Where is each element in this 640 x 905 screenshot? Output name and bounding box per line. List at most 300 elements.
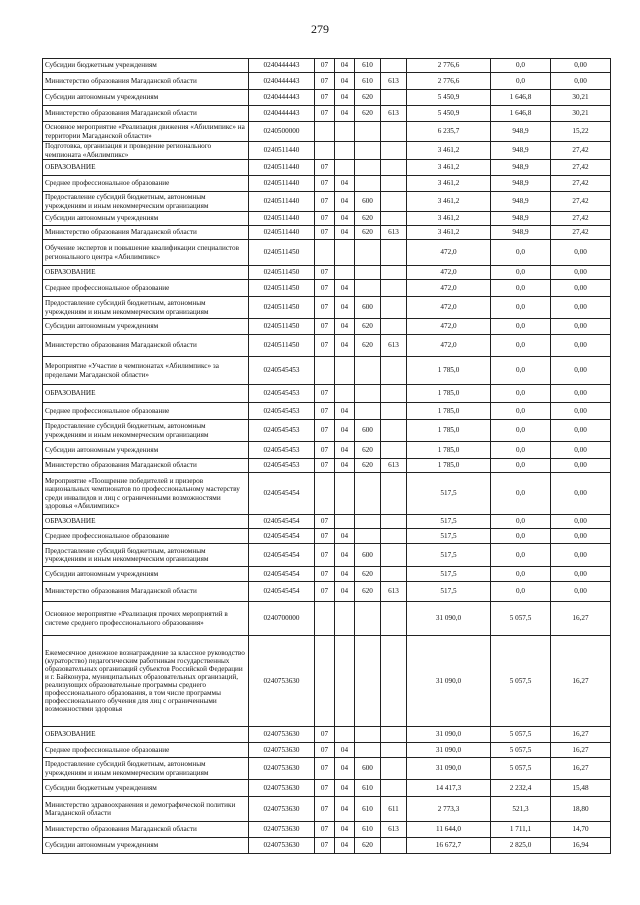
- row-plan-value: 517,5: [407, 529, 491, 544]
- row-percent-value: 16,27: [551, 758, 611, 780]
- row-target-code: 0240753630: [249, 758, 315, 780]
- table-row: [43, 192, 611, 212]
- row-name: Субсидии автономным учреждениям: [43, 567, 249, 582]
- row-plan-value: 3 461,2: [407, 226, 491, 240]
- row-plan-value: 517,5: [407, 473, 491, 515]
- table-row: [43, 226, 611, 240]
- row-subsection: 04: [335, 544, 355, 567]
- table-row: [43, 529, 611, 544]
- row-subsection: 04: [335, 280, 355, 297]
- row-administrator-code: [381, 780, 407, 797]
- table-row: [43, 838, 611, 854]
- row-target-code: 0240753630: [249, 822, 315, 838]
- row-subsection: 04: [335, 780, 355, 797]
- row-fact-value: 948,9: [491, 226, 551, 240]
- row-section: [315, 636, 335, 727]
- row-name: Предоставление субсидий бюджетным, автономным учреждениям и иным некоммерческим организациям: [43, 297, 249, 319]
- table-row: [43, 822, 611, 838]
- row-fact-value: 0,0: [491, 403, 551, 420]
- row-target-code: 0240700000: [249, 602, 315, 636]
- row-administrator-code: [381, 160, 407, 176]
- row-expense-type: 610: [355, 822, 381, 838]
- row-plan-value: 517,5: [407, 515, 491, 529]
- row-target-code: 0240545453: [249, 442, 315, 459]
- row-section: 07: [315, 73, 335, 90]
- row-target-code: 0240545453: [249, 403, 315, 420]
- row-plan-value: 517,5: [407, 567, 491, 582]
- row-plan-value: 31 090,0: [407, 758, 491, 780]
- table-row: [43, 160, 611, 176]
- row-subsection: [335, 142, 355, 160]
- row-percent-value: 16,27: [551, 743, 611, 758]
- row-percent-value: 0,00: [551, 335, 611, 357]
- row-name: Основное мероприятие «Реализация движения «Абилимпикс» на территории Магаданской области»: [43, 122, 249, 142]
- row-subsection: 04: [335, 297, 355, 319]
- row-name: Мероприятие «Поощрение победителей и призеров национальных чемпионатов по профессиональному мастерству среди инвалидов и лиц с ограниченными возможностями здоровья «Абилимпикс»: [43, 473, 249, 515]
- row-section: 07: [315, 529, 335, 544]
- row-administrator-code: 613: [381, 226, 407, 240]
- row-name: ОБРАЗОВАНИЕ: [43, 266, 249, 280]
- row-section: 07: [315, 335, 335, 357]
- table-row: [43, 797, 611, 822]
- row-expense-type: 600: [355, 758, 381, 780]
- row-administrator-code: [381, 544, 407, 567]
- row-target-code: 0240444443: [249, 90, 315, 106]
- row-plan-value: 3 461,2: [407, 212, 491, 226]
- table-row: [43, 567, 611, 582]
- row-percent-value: 0,00: [551, 567, 611, 582]
- row-fact-value: 0,0: [491, 266, 551, 280]
- row-section: 07: [315, 420, 335, 442]
- row-target-code: 0240511450: [249, 335, 315, 357]
- row-percent-value: 0,00: [551, 357, 611, 385]
- row-section: 07: [315, 319, 335, 335]
- row-subsection: 04: [335, 226, 355, 240]
- row-percent-value: 0,00: [551, 319, 611, 335]
- row-target-code: 0240545453: [249, 420, 315, 442]
- row-target-code: 0240511440: [249, 142, 315, 160]
- row-subsection: 04: [335, 90, 355, 106]
- row-administrator-code: [381, 59, 407, 73]
- row-percent-value: 30,21: [551, 106, 611, 122]
- row-administrator-code: [381, 473, 407, 515]
- row-subsection: 04: [335, 106, 355, 122]
- row-fact-value: 2 825,0: [491, 838, 551, 854]
- row-target-code: 0240511450: [249, 240, 315, 266]
- row-percent-value: 16,27: [551, 727, 611, 743]
- row-plan-value: 5 450,9: [407, 106, 491, 122]
- row-fact-value: 0,0: [491, 515, 551, 529]
- row-percent-value: 27,42: [551, 142, 611, 160]
- row-percent-value: 27,42: [551, 176, 611, 192]
- table-row: [43, 335, 611, 357]
- row-subsection: [335, 385, 355, 403]
- row-plan-value: 2 776,6: [407, 59, 491, 73]
- row-fact-value: 5 057,5: [491, 636, 551, 727]
- row-administrator-code: [381, 743, 407, 758]
- row-plan-value: 3 461,2: [407, 142, 491, 160]
- row-subsection: 04: [335, 212, 355, 226]
- row-expense-type: 620: [355, 442, 381, 459]
- row-section: 07: [315, 758, 335, 780]
- row-expense-type: [355, 142, 381, 160]
- row-section: 07: [315, 59, 335, 73]
- row-fact-value: 0,0: [491, 544, 551, 567]
- row-name: ОБРАЗОВАНИЕ: [43, 727, 249, 743]
- row-subsection: 04: [335, 176, 355, 192]
- row-expense-type: [355, 403, 381, 420]
- row-fact-value: 948,9: [491, 192, 551, 212]
- row-fact-value: 0,0: [491, 529, 551, 544]
- row-section: 07: [315, 838, 335, 854]
- table-row: [43, 582, 611, 602]
- row-fact-value: 0,0: [491, 420, 551, 442]
- row-expense-type: [355, 743, 381, 758]
- row-administrator-code: [381, 90, 407, 106]
- row-section: 07: [315, 297, 335, 319]
- row-expense-type: [355, 636, 381, 727]
- table-row: [43, 176, 611, 192]
- row-plan-value: 472,0: [407, 280, 491, 297]
- row-target-code: 0240545454: [249, 473, 315, 515]
- row-percent-value: 0,00: [551, 280, 611, 297]
- row-fact-value: 5 057,5: [491, 602, 551, 636]
- row-percent-value: 0,00: [551, 459, 611, 473]
- row-name: Субсидии автономным учреждениям: [43, 442, 249, 459]
- row-expense-type: 620: [355, 106, 381, 122]
- row-expense-type: 620: [355, 212, 381, 226]
- row-expense-type: 600: [355, 544, 381, 567]
- row-plan-value: 1 785,0: [407, 420, 491, 442]
- row-administrator-code: [381, 240, 407, 266]
- row-plan-value: 2 773,3: [407, 797, 491, 822]
- row-fact-value: 521,3: [491, 797, 551, 822]
- row-expense-type: 610: [355, 780, 381, 797]
- row-expense-type: 620: [355, 335, 381, 357]
- row-target-code: 0240444443: [249, 73, 315, 90]
- row-fact-value: 0,0: [491, 473, 551, 515]
- row-fact-value: 1 646,8: [491, 106, 551, 122]
- table-body: [43, 59, 611, 854]
- row-subsection: [335, 602, 355, 636]
- row-expense-type: [355, 473, 381, 515]
- row-percent-value: 16,27: [551, 636, 611, 727]
- row-name: Министерство образования Магаданской области: [43, 335, 249, 357]
- row-section: 07: [315, 280, 335, 297]
- row-expense-type: 610: [355, 59, 381, 73]
- row-subsection: 04: [335, 567, 355, 582]
- row-target-code: 0240753630: [249, 797, 315, 822]
- row-name: Среднее профессиональное образование: [43, 529, 249, 544]
- row-percent-value: 15,48: [551, 780, 611, 797]
- row-fact-value: 0,0: [491, 280, 551, 297]
- row-percent-value: 0,00: [551, 73, 611, 90]
- row-subsection: 04: [335, 459, 355, 473]
- row-plan-value: 472,0: [407, 297, 491, 319]
- page-number: 279: [311, 22, 329, 36]
- row-target-code: 0240444443: [249, 106, 315, 122]
- row-administrator-code: 613: [381, 582, 407, 602]
- row-name: Среднее профессиональное образование: [43, 403, 249, 420]
- row-expense-type: 620: [355, 226, 381, 240]
- row-administrator-code: [381, 142, 407, 160]
- row-plan-value: 472,0: [407, 335, 491, 357]
- row-target-code: 0240753630: [249, 780, 315, 797]
- table-row: [43, 780, 611, 797]
- row-expense-type: [355, 266, 381, 280]
- row-administrator-code: [381, 515, 407, 529]
- row-plan-value: 472,0: [407, 319, 491, 335]
- row-plan-value: 1 785,0: [407, 403, 491, 420]
- row-percent-value: 0,00: [551, 582, 611, 602]
- row-target-code: 0240545453: [249, 385, 315, 403]
- row-target-code: 0240545454: [249, 529, 315, 544]
- row-plan-value: 3 461,2: [407, 176, 491, 192]
- row-target-code: 0240511440: [249, 192, 315, 212]
- row-expense-type: 600: [355, 192, 381, 212]
- row-plan-value: 31 090,0: [407, 727, 491, 743]
- row-plan-value: 31 090,0: [407, 602, 491, 636]
- table-row: [43, 122, 611, 142]
- row-section: [315, 240, 335, 266]
- row-percent-value: 0,00: [551, 515, 611, 529]
- row-name: Министерство образования Магаданской области: [43, 106, 249, 122]
- row-name: Подготовка, организация и проведение регионального чемпионата «Абилимпикс»: [43, 142, 249, 160]
- row-name: Среднее профессиональное образование: [43, 743, 249, 758]
- row-subsection: [335, 160, 355, 176]
- row-percent-value: 27,42: [551, 212, 611, 226]
- row-expense-type: [355, 515, 381, 529]
- row-subsection: [335, 636, 355, 727]
- row-subsection: 04: [335, 838, 355, 854]
- row-plan-value: 5 450,9: [407, 90, 491, 106]
- row-administrator-code: [381, 357, 407, 385]
- row-expense-type: [355, 122, 381, 142]
- row-administrator-code: [381, 403, 407, 420]
- row-plan-value: 31 090,0: [407, 636, 491, 727]
- table-row: [43, 442, 611, 459]
- row-expense-type: [355, 357, 381, 385]
- row-section: [315, 602, 335, 636]
- row-administrator-code: [381, 442, 407, 459]
- row-percent-value: 15,22: [551, 122, 611, 142]
- row-administrator-code: [381, 727, 407, 743]
- row-section: 07: [315, 192, 335, 212]
- row-expense-type: [355, 602, 381, 636]
- row-plan-value: 6 235,7: [407, 122, 491, 142]
- row-percent-value: 30,21: [551, 90, 611, 106]
- row-name: Предоставление субсидий бюджетным, автономным учреждениям и иным некоммерческим организациям: [43, 192, 249, 212]
- row-administrator-code: 613: [381, 335, 407, 357]
- row-administrator-code: 613: [381, 106, 407, 122]
- row-administrator-code: [381, 319, 407, 335]
- table-row: [43, 420, 611, 442]
- table-row: [43, 403, 611, 420]
- row-target-code: 0240545454: [249, 582, 315, 602]
- row-section: 07: [315, 822, 335, 838]
- row-subsection: 04: [335, 403, 355, 420]
- row-expense-type: 620: [355, 459, 381, 473]
- row-expense-type: 620: [355, 582, 381, 602]
- row-name: Субсидии бюджетным учреждениям: [43, 59, 249, 73]
- row-name: Субсидии автономным учреждениям: [43, 212, 249, 226]
- row-target-code: 0240753630: [249, 727, 315, 743]
- row-subsection: 04: [335, 758, 355, 780]
- row-section: 07: [315, 582, 335, 602]
- table-row: [43, 106, 611, 122]
- row-administrator-code: 613: [381, 822, 407, 838]
- row-plan-value: 11 644,0: [407, 822, 491, 838]
- row-expense-type: 610: [355, 73, 381, 90]
- row-expense-type: [355, 160, 381, 176]
- row-section: 07: [315, 90, 335, 106]
- row-administrator-code: 613: [381, 459, 407, 473]
- row-name: Мероприятие «Участие в чемпионатах «Абилимпикс» за пределами Магаданской области»: [43, 357, 249, 385]
- row-administrator-code: [381, 636, 407, 727]
- row-target-code: 0240545453: [249, 357, 315, 385]
- row-section: 07: [315, 226, 335, 240]
- row-percent-value: 0,00: [551, 266, 611, 280]
- row-section: [315, 473, 335, 515]
- row-name: Основное мероприятие «Реализация прочих мероприятий в системе среднего профессионального образования»: [43, 602, 249, 636]
- row-section: 07: [315, 515, 335, 529]
- row-name: Субсидии автономным учреждениям: [43, 319, 249, 335]
- table-row: [43, 280, 611, 297]
- row-name: ОБРАЗОВАНИЕ: [43, 515, 249, 529]
- row-administrator-code: [381, 192, 407, 212]
- row-section: 07: [315, 544, 335, 567]
- row-target-code: 0240545454: [249, 544, 315, 567]
- row-subsection: 04: [335, 797, 355, 822]
- row-subsection: [335, 473, 355, 515]
- row-subsection: 04: [335, 319, 355, 335]
- table-row: [43, 90, 611, 106]
- table-row: [43, 473, 611, 515]
- row-administrator-code: [381, 122, 407, 142]
- row-plan-value: 14 417,3: [407, 780, 491, 797]
- row-name: Ежемесячное денежное вознаграждение за классное руководство (кураторство) педагогическим работникам государственных образовательных организаций субъектов Российской Федерации и г. Байконура, муниципальных образовательных организаций, реализующих образовательные программы среднего профессионального образования, в том числе программы профессионального обучения для лиц с ограниченными возможностями здоровья: [43, 636, 249, 727]
- row-subsection: 04: [335, 420, 355, 442]
- row-fact-value: 1 646,8: [491, 90, 551, 106]
- row-subsection: 04: [335, 73, 355, 90]
- row-expense-type: 620: [355, 90, 381, 106]
- table-row: [43, 240, 611, 266]
- table-row: [43, 212, 611, 226]
- row-subsection: 04: [335, 59, 355, 73]
- row-expense-type: 610: [355, 797, 381, 822]
- row-percent-value: 27,42: [551, 192, 611, 212]
- row-plan-value: 1 785,0: [407, 357, 491, 385]
- table-row: [43, 142, 611, 160]
- row-name: Субсидии автономным учреждениям: [43, 90, 249, 106]
- table-row: [43, 59, 611, 73]
- row-percent-value: 0,00: [551, 529, 611, 544]
- row-subsection: 04: [335, 743, 355, 758]
- row-fact-value: 948,9: [491, 160, 551, 176]
- row-plan-value: 517,5: [407, 582, 491, 602]
- row-expense-type: 620: [355, 838, 381, 854]
- row-subsection: 04: [335, 335, 355, 357]
- row-plan-value: 517,5: [407, 544, 491, 567]
- row-name: ОБРАЗОВАНИЕ: [43, 160, 249, 176]
- row-subsection: 04: [335, 529, 355, 544]
- row-section: 07: [315, 797, 335, 822]
- row-fact-value: 0,0: [491, 567, 551, 582]
- row-target-code: 0240511440: [249, 160, 315, 176]
- row-section: 07: [315, 403, 335, 420]
- row-administrator-code: [381, 567, 407, 582]
- row-name: Субсидии бюджетным учреждениям: [43, 780, 249, 797]
- table-row: [43, 357, 611, 385]
- row-target-code: 0240753630: [249, 743, 315, 758]
- row-section: 07: [315, 442, 335, 459]
- row-section: 07: [315, 160, 335, 176]
- row-percent-value: 0,00: [551, 403, 611, 420]
- row-fact-value: 0,0: [491, 357, 551, 385]
- table-row: [43, 459, 611, 473]
- row-plan-value: 2 776,6: [407, 73, 491, 90]
- row-target-code: 0240545454: [249, 567, 315, 582]
- row-section: [315, 122, 335, 142]
- row-fact-value: 0,0: [491, 59, 551, 73]
- row-target-code: 0240500000: [249, 122, 315, 142]
- row-percent-value: 14,70: [551, 822, 611, 838]
- row-plan-value: 1 785,0: [407, 459, 491, 473]
- table-row: [43, 636, 611, 727]
- row-section: 07: [315, 212, 335, 226]
- row-target-code: 0240511450: [249, 297, 315, 319]
- row-name: Среднее профессиональное образование: [43, 280, 249, 297]
- row-fact-value: 0,0: [491, 385, 551, 403]
- row-plan-value: 3 461,2: [407, 192, 491, 212]
- row-fact-value: 948,9: [491, 176, 551, 192]
- row-expense-type: 620: [355, 567, 381, 582]
- row-administrator-code: [381, 266, 407, 280]
- row-administrator-code: [381, 212, 407, 226]
- row-percent-value: 16,27: [551, 602, 611, 636]
- row-administrator-code: [381, 297, 407, 319]
- row-target-code: 0240511450: [249, 280, 315, 297]
- row-fact-value: 0,0: [491, 319, 551, 335]
- row-name: Министерство образования Магаданской области: [43, 822, 249, 838]
- row-target-code: 0240545454: [249, 515, 315, 529]
- row-administrator-code: [381, 420, 407, 442]
- row-name: Субсидии автономным учреждениям: [43, 838, 249, 854]
- row-section: 07: [315, 743, 335, 758]
- row-fact-value: 0,0: [491, 582, 551, 602]
- row-expense-type: 600: [355, 297, 381, 319]
- row-subsection: [335, 240, 355, 266]
- row-percent-value: 27,42: [551, 160, 611, 176]
- row-plan-value: 1 785,0: [407, 385, 491, 403]
- row-name: Министерство образования Магаданской области: [43, 226, 249, 240]
- row-percent-value: 0,00: [551, 240, 611, 266]
- row-name: Министерство образования Магаданской области: [43, 459, 249, 473]
- row-section: 07: [315, 567, 335, 582]
- row-expense-type: [355, 385, 381, 403]
- row-subsection: [335, 727, 355, 743]
- table-row: [43, 515, 611, 529]
- row-administrator-code: [381, 838, 407, 854]
- row-percent-value: 18,80: [551, 797, 611, 822]
- table-row: [43, 73, 611, 90]
- row-subsection: 04: [335, 442, 355, 459]
- row-target-code: 0240753630: [249, 636, 315, 727]
- row-fact-value: 5 057,5: [491, 758, 551, 780]
- row-subsection: [335, 122, 355, 142]
- table-row: [43, 602, 611, 636]
- row-target-code: 0240511440: [249, 212, 315, 226]
